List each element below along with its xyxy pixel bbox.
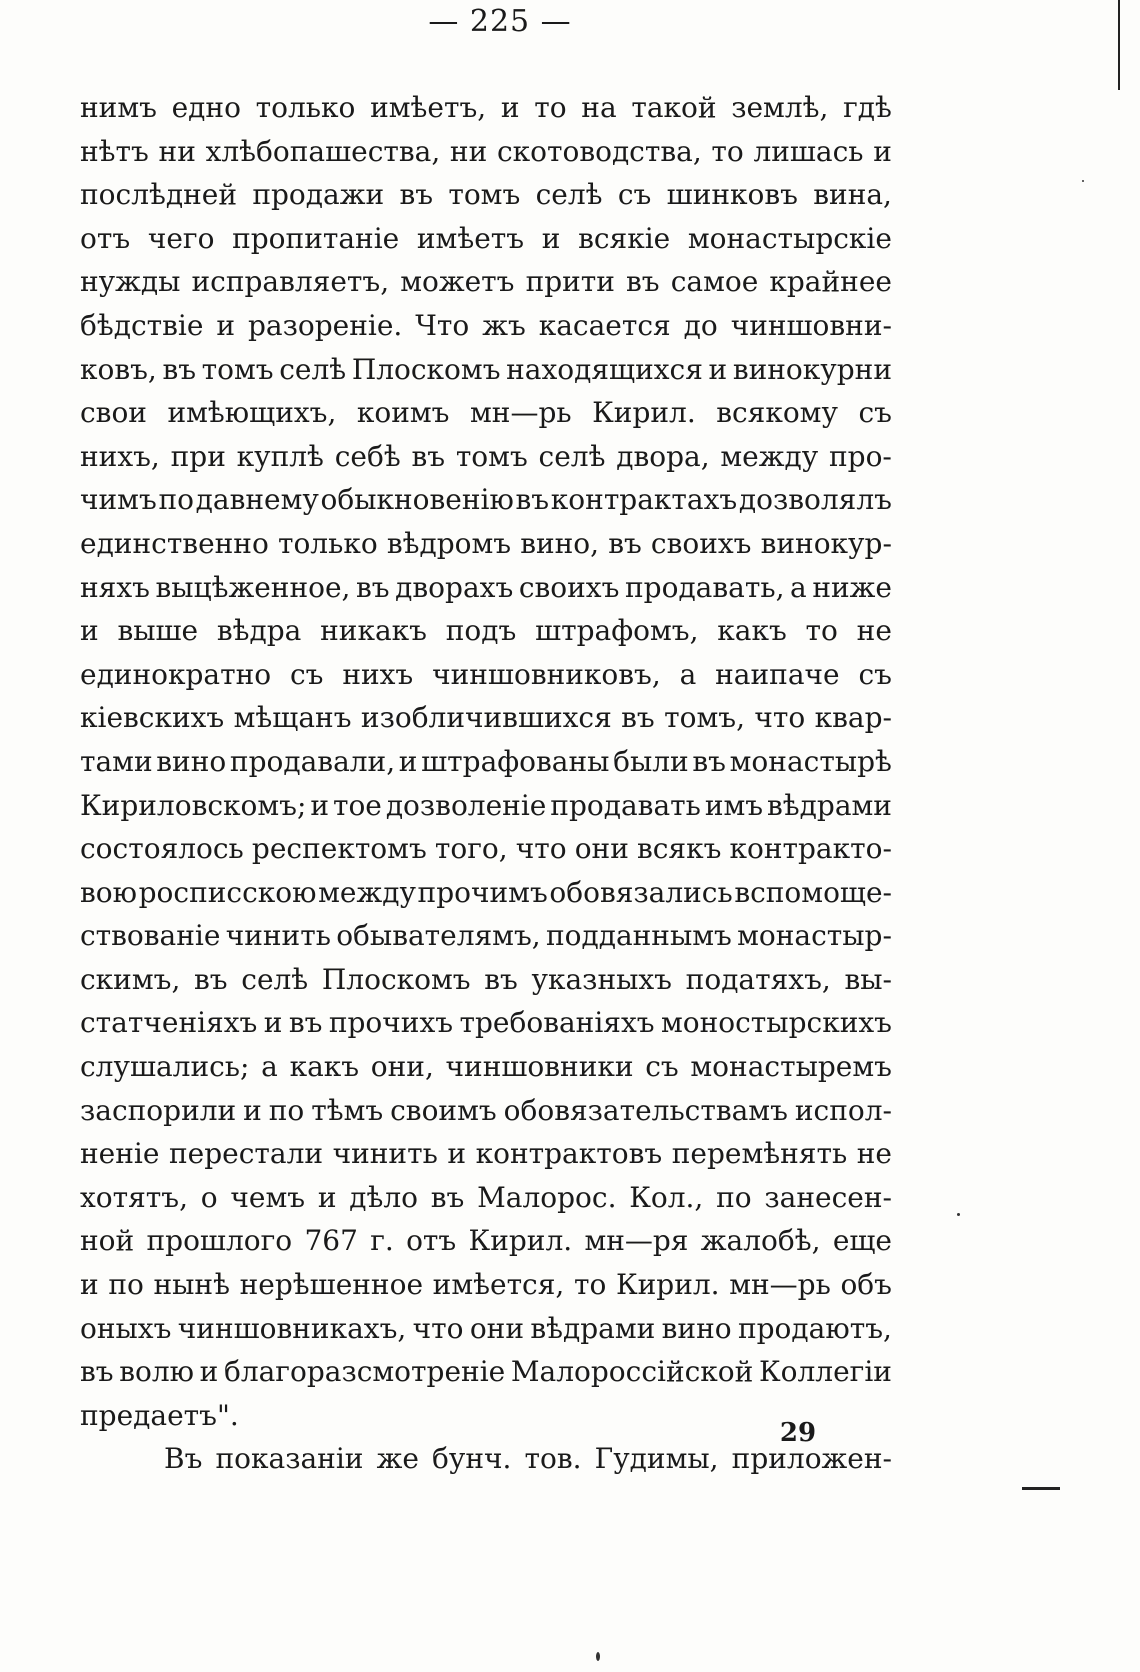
text-line: заспорили и по тѣмъ своимъ обовязательствамъ испол- bbox=[80, 1093, 892, 1127]
text-line: бѣдствіе и разореніе. Что жъ касается до чиншовни- bbox=[80, 308, 892, 342]
margin-dash bbox=[1022, 1487, 1060, 1490]
text-line: единократно съ нихъ чиншовниковъ, а наипаче съ bbox=[80, 657, 892, 691]
text-line: единственно только вѣдромъ вино, въ своихъ винокур- bbox=[80, 526, 892, 560]
page-number: — 225 — bbox=[428, 4, 572, 39]
text-line: нимъ едно только имѣетъ, и то на такой землѣ, гдѣ bbox=[80, 91, 892, 124]
text-line: неніе перестали чинить и контрактовъ перемѣнять не bbox=[80, 1137, 892, 1171]
text-line: ствованіе чинить обывателямъ, подданнымъ монастыр- bbox=[80, 919, 892, 953]
text-line: хотятъ, о чемъ и дѣло въ Малорос. Кол., по занесен- bbox=[80, 1180, 892, 1214]
paragraph-start-line: Въ показаніи же бунч. тов. Гудимы, приложен- bbox=[164, 1442, 892, 1476]
page-edge-rule bbox=[1118, 0, 1120, 90]
text-line: предаетъ". bbox=[80, 1398, 239, 1432]
text-line: скимъ, въ селѣ Плоскомъ въ указныхъ податяхъ, вы- bbox=[80, 962, 892, 996]
ink-speck bbox=[1082, 180, 1084, 182]
text-line: и выше вѣдра никакъ подъ штрафомъ, какъ то не bbox=[80, 614, 892, 648]
body-text bbox=[80, 86, 892, 1481]
text-line: няхъ выцѣженное, въ дворахъ своихъ продавать, а ниже bbox=[80, 570, 892, 604]
text-line: статченіяхъ и въ прочихъ требованіяхъ моностырскихъ bbox=[80, 1006, 892, 1040]
text-line: Кириловскомъ; и тое дозволеніе продавать имъ вѣдрами bbox=[80, 788, 892, 822]
signature-mark: 29 bbox=[779, 1418, 817, 1448]
text-line: нѣтъ ни хлѣбопашества, ни скотоводства, то лишась и bbox=[80, 134, 892, 168]
ink-speck bbox=[596, 1652, 600, 1661]
text-line: отъ чего пропитаніе имѣетъ и всякіе монастырскіе bbox=[80, 221, 892, 255]
text-line: слушались; а какъ они, чиншовники съ монастыремъ bbox=[80, 1050, 892, 1084]
text-line: нихъ, при куплѣ себѣ въ томъ селѣ двора, между про- bbox=[80, 439, 892, 473]
text-line: послѣдней продажи въ томъ селѣ съ шинковъ вина, bbox=[80, 178, 892, 212]
ink-speck bbox=[957, 1213, 960, 1216]
text-line: нужды исправляетъ, можетъ прити въ самое крайнее bbox=[80, 265, 892, 299]
text-line: ковъ, въ томъ селѣ Плоскомъ находящихся и винокурни bbox=[80, 352, 892, 386]
text-line: вою росписскою между прочимъ обовязались вспомоще- bbox=[80, 875, 892, 909]
text-line: оныхъ чиншовникахъ, что они вѣдрами вино продаютъ, bbox=[80, 1311, 892, 1345]
text-line: ной прошлого 767 г. отъ Кирил. мн—ря жалобѣ, еще bbox=[80, 1224, 892, 1258]
text-line: кіевскихъ мѣщанъ изобличившихся въ томъ, что квар- bbox=[80, 701, 892, 735]
text-line: состоялось респектомъ того, что они всякъ контракто- bbox=[80, 832, 892, 866]
text-line: тами вино продавали, и штрафованы были въ монастырѣ bbox=[80, 744, 892, 778]
text-line: свои имѣющихъ, коимъ мн—рь Кирил. всякому съ bbox=[80, 396, 892, 430]
text-line: въ волю и благоразсмотреніе Малороссійской Коллегіи bbox=[80, 1355, 892, 1389]
text-line: чимъ по давнему обыкновенію въ контрактахъ дозволялъ bbox=[80, 483, 892, 517]
text-line: и по нынѣ нерѣшенное имѣется, то Кирил. мн—рь объ bbox=[80, 1268, 892, 1302]
